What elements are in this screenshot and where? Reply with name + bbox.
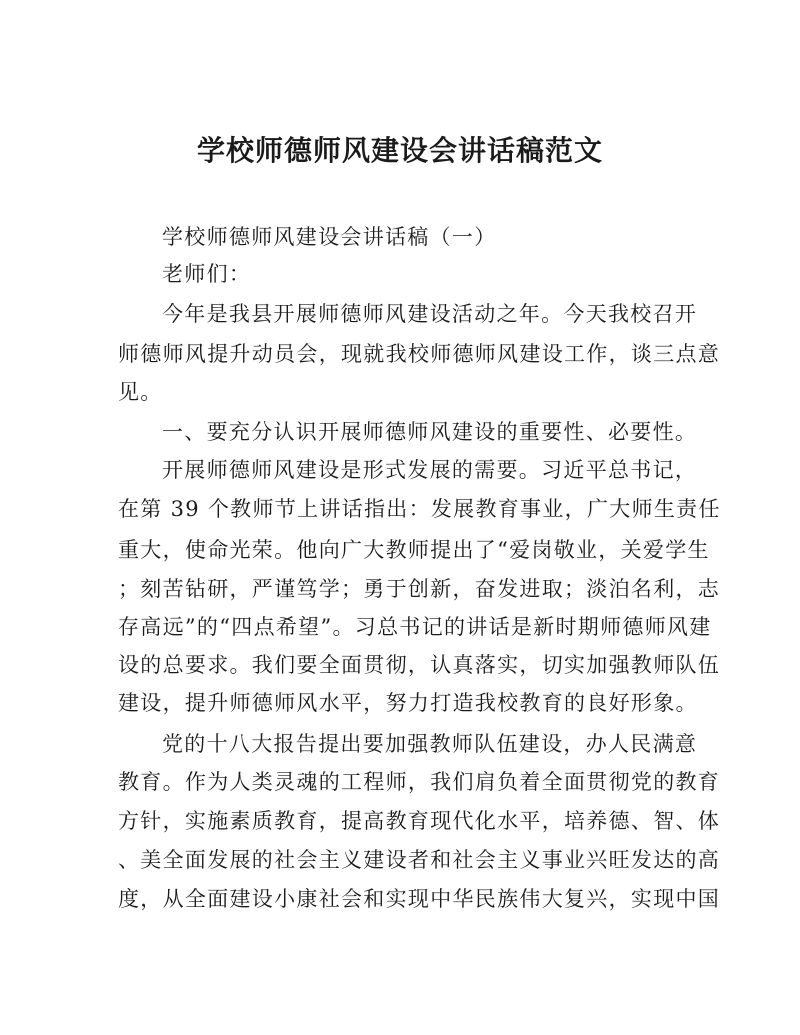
paragraph-line: 重大，使命光荣。他向广大教师提出了“爱岗敬业，关爱学生 xyxy=(118,538,710,562)
paragraph-line: 在第 39 个教师节上讲话指出：发展教育事业，广大师生责任 xyxy=(118,497,721,521)
paragraph-line: 设的总要求。我们要全面贯彻，认真落实，切实加强教师队伍 xyxy=(118,653,721,677)
paragraph-line: 、美全面发展的社会主义建设者和社会主义事业兴旺发达的高 xyxy=(118,848,721,872)
paragraph-line: 今年是我县开展师德师风建设活动之年。今天我校召开 xyxy=(162,302,698,326)
paragraph-line: 教育。作为人类灵魂的工程师，我们肩负着全面贯彻党的教育 xyxy=(118,770,721,794)
paragraph-line: 度，从全面建设小康社会和实现中华民族伟大复兴，实现中国 xyxy=(118,887,721,911)
paragraph-line: 党的十八大报告提出要加强教师队伍建设，办人民满意 xyxy=(162,732,698,756)
section-heading: 一、要充分认识开展师德师风建设的重要性、必要性。 xyxy=(162,420,698,444)
paragraph-line: 方针，实施素质教育，提高教育现代化水平，培养德、智、体 xyxy=(118,809,721,833)
paragraph-line: ；刻苦钻研，严谨笃学；勇于创新，奋发进取；淡泊名利，志 xyxy=(118,577,721,601)
paragraph-line: 开展师德师风建设是形式发展的需要。习近平总书记， xyxy=(162,458,698,482)
speech-subtitle: 学校师德师风建设会讲话稿（一） xyxy=(162,225,497,249)
salutation: 老师们： xyxy=(162,262,252,286)
document-title: 学校师德师风建设会讲话稿范文 xyxy=(196,134,603,167)
paragraph-line: 师德师风提升动员会，现就我校师德师风建设工作，谈三点意 xyxy=(118,342,721,366)
paragraph-line: 建设，提升师德师风水平，努力打造我校教育的良好形象。 xyxy=(118,691,698,715)
paragraph-line: 见。 xyxy=(118,380,163,404)
paragraph-line: 存高远”的“四点希望”。习总书记的讲话是新时期师德师风建 xyxy=(118,615,712,639)
